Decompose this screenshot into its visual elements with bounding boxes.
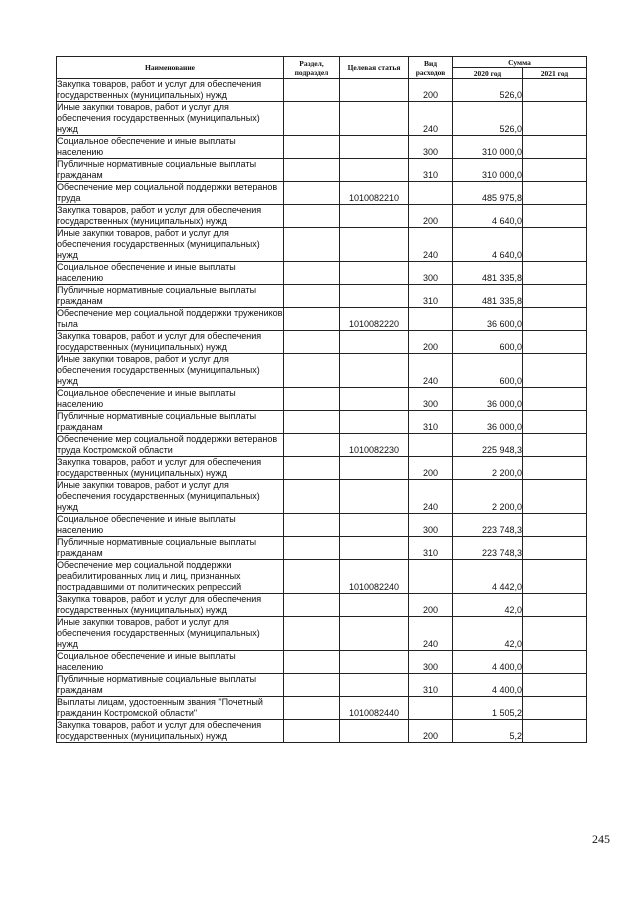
cell-exp-type [409, 560, 453, 594]
col-header-year-2021: 2021 год [523, 68, 587, 79]
cell-sum-2021 [523, 388, 587, 411]
table-row [57, 480, 587, 514]
cell-target: 1010082240 [340, 560, 409, 594]
cell-sum-2021 [523, 79, 587, 102]
cell-sum-2021 [523, 228, 587, 262]
cell-sum-2021 [523, 159, 587, 182]
col-header-target: Целевая статья [340, 57, 409, 79]
cell-exp-type: 200 [409, 457, 453, 480]
cell-section [284, 560, 340, 594]
cell-section [284, 262, 340, 285]
cell-target [340, 514, 409, 537]
cell-sum-2021 [523, 594, 587, 617]
cell-exp-type: 200 [409, 594, 453, 617]
cell-target [340, 388, 409, 411]
cell-name: Выплаты лицам, удостоенным звания "Почетный гражданин Костромской области" [57, 697, 284, 720]
cell-sum-2021 [523, 331, 587, 354]
cell-name: Иные закупки товаров, работ и услуг для обеспечения государственных (муниципальных) нужд [57, 480, 284, 514]
cell-exp-type: 240 [409, 102, 453, 136]
table-row [57, 514, 587, 537]
cell-sum-2020: 310 000,0 [453, 159, 523, 182]
cell-name: Социальное обеспечение и иные выплаты населению [57, 262, 284, 285]
cell-sum-2021 [523, 285, 587, 308]
cell-exp-type: 310 [409, 159, 453, 182]
cell-exp-type: 200 [409, 720, 453, 743]
cell-exp-type: 240 [409, 480, 453, 514]
cell-exp-type: 200 [409, 205, 453, 228]
cell-sum-2021 [523, 720, 587, 743]
cell-sum-2020: 526,0 [453, 102, 523, 136]
cell-name: Иные закупки товаров, работ и услуг для обеспечения государственных (муниципальных) нужд [57, 617, 284, 651]
table-row [57, 331, 587, 354]
cell-section [284, 457, 340, 480]
cell-section [284, 537, 340, 560]
cell-target [340, 457, 409, 480]
cell-name: Обеспечение мер социальной поддержки ветеранов труда Костромской области [57, 434, 284, 457]
cell-sum-2021 [523, 514, 587, 537]
cell-sum-2020: 36 000,0 [453, 388, 523, 411]
cell-exp-type: 300 [409, 136, 453, 159]
cell-target [340, 136, 409, 159]
col-header-name: Наименование [57, 57, 284, 79]
cell-sum-2020: 1 505,2 [453, 697, 523, 720]
cell-sum-2020: 600,0 [453, 354, 523, 388]
page-number: 245 [592, 832, 610, 846]
cell-exp-type: 310 [409, 537, 453, 560]
cell-sum-2021 [523, 434, 587, 457]
cell-section [284, 308, 340, 331]
cell-target [340, 594, 409, 617]
table-row [57, 537, 587, 560]
table-row [57, 720, 587, 743]
cell-sum-2021 [523, 182, 587, 205]
cell-target [340, 285, 409, 308]
table-row [57, 560, 587, 594]
cell-exp-type [409, 182, 453, 205]
table-row [57, 228, 587, 262]
cell-target [340, 411, 409, 434]
table-row [57, 308, 587, 331]
cell-sum-2020: 42,0 [453, 594, 523, 617]
cell-sum-2020: 4 400,0 [453, 674, 523, 697]
cell-section [284, 617, 340, 651]
cell-section [284, 697, 340, 720]
cell-name: Публичные нормативные социальные выплаты гражданам [57, 537, 284, 560]
table-row [57, 434, 587, 457]
cell-section [284, 79, 340, 102]
cell-exp-type: 310 [409, 674, 453, 697]
table-row [57, 79, 587, 102]
table-row [57, 388, 587, 411]
cell-section [284, 182, 340, 205]
cell-target [340, 720, 409, 743]
cell-exp-type: 300 [409, 262, 453, 285]
cell-exp-type: 300 [409, 651, 453, 674]
cell-name: Закупка товаров, работ и услуг для обеспечения государственных (муниципальных) нужд [57, 205, 284, 228]
cell-sum-2020: 2 200,0 [453, 480, 523, 514]
cell-sum-2021 [523, 262, 587, 285]
cell-sum-2021 [523, 205, 587, 228]
cell-sum-2020: 526,0 [453, 79, 523, 102]
table-row [57, 411, 587, 434]
cell-section [284, 651, 340, 674]
cell-name: Социальное обеспечение и иные выплаты населению [57, 514, 284, 537]
cell-sum-2020: 223 748,3 [453, 514, 523, 537]
cell-sum-2020: 4 400,0 [453, 651, 523, 674]
table-row [57, 159, 587, 182]
cell-section [284, 514, 340, 537]
cell-name: Иные закупки товаров, работ и услуг для обеспечения государственных (муниципальных) нужд [57, 354, 284, 388]
cell-target [340, 228, 409, 262]
col-header-year-2020: 2020 год [453, 68, 523, 79]
cell-sum-2021 [523, 674, 587, 697]
cell-section [284, 411, 340, 434]
cell-sum-2020: 310 000,0 [453, 136, 523, 159]
cell-sum-2020: 4 640,0 [453, 228, 523, 262]
cell-section [284, 354, 340, 388]
cell-sum-2021 [523, 617, 587, 651]
table-row [57, 594, 587, 617]
cell-target [340, 651, 409, 674]
cell-target: 1010082230 [340, 434, 409, 457]
cell-section [284, 228, 340, 262]
col-header-sum: Сумма [453, 57, 587, 68]
cell-name: Социальное обеспечение и иные выплаты населению [57, 651, 284, 674]
cell-sum-2020: 481 335,8 [453, 285, 523, 308]
cell-exp-type: 240 [409, 354, 453, 388]
cell-sum-2021 [523, 537, 587, 560]
cell-target [340, 262, 409, 285]
cell-sum-2020: 36 000,0 [453, 411, 523, 434]
cell-section [284, 205, 340, 228]
cell-target: 1010082440 [340, 697, 409, 720]
table-body [57, 79, 587, 743]
cell-sum-2020: 4 640,0 [453, 205, 523, 228]
cell-section [284, 434, 340, 457]
cell-sum-2021 [523, 102, 587, 136]
cell-sum-2020: 481 335,8 [453, 262, 523, 285]
cell-target [340, 354, 409, 388]
cell-sum-2021 [523, 411, 587, 434]
table-row [57, 102, 587, 136]
table-row [57, 136, 587, 159]
cell-sum-2021 [523, 354, 587, 388]
budget-table [56, 56, 587, 743]
cell-exp-type: 200 [409, 79, 453, 102]
cell-section [284, 159, 340, 182]
cell-target: 1010082210 [340, 182, 409, 205]
cell-exp-type [409, 308, 453, 331]
table-row [57, 697, 587, 720]
cell-sum-2021 [523, 457, 587, 480]
cell-exp-type [409, 697, 453, 720]
cell-target: 1010082220 [340, 308, 409, 331]
cell-name: Публичные нормативные социальные выплаты гражданам [57, 159, 284, 182]
cell-name: Закупка товаров, работ и услуг для обеспечения государственных (муниципальных) нужд [57, 457, 284, 480]
cell-sum-2020: 223 748,3 [453, 537, 523, 560]
cell-exp-type: 240 [409, 617, 453, 651]
cell-target [340, 159, 409, 182]
cell-name: Закупка товаров, работ и услуг для обеспечения государственных (муниципальных) нужд [57, 594, 284, 617]
table-row [57, 285, 587, 308]
cell-sum-2020: 225 948,3 [453, 434, 523, 457]
cell-name: Социальное обеспечение и иные выплаты населению [57, 136, 284, 159]
table-header [57, 57, 587, 79]
cell-sum-2021 [523, 308, 587, 331]
cell-name: Обеспечение мер социальной поддержки ветеранов труда [57, 182, 284, 205]
cell-section [284, 102, 340, 136]
cell-section [284, 285, 340, 308]
cell-name: Закупка товаров, работ и услуг для обеспечения государственных (муниципальных) нужд [57, 720, 284, 743]
col-header-section: Раздел, подраздел [284, 57, 340, 79]
cell-section [284, 388, 340, 411]
cell-name: Иные закупки товаров, работ и услуг для обеспечения государственных (муниципальных) нужд [57, 228, 284, 262]
cell-sum-2021 [523, 480, 587, 514]
cell-target [340, 102, 409, 136]
cell-sum-2020: 485 975,8 [453, 182, 523, 205]
cell-sum-2021 [523, 651, 587, 674]
cell-name: Публичные нормативные социальные выплаты гражданам [57, 285, 284, 308]
cell-name: Социальное обеспечение и иные выплаты населению [57, 388, 284, 411]
table-row [57, 457, 587, 480]
cell-section [284, 331, 340, 354]
cell-exp-type [409, 434, 453, 457]
cell-sum-2020: 2 200,0 [453, 457, 523, 480]
cell-exp-type: 300 [409, 514, 453, 537]
cell-target [340, 674, 409, 697]
cell-sum-2020: 5,2 [453, 720, 523, 743]
table-row [57, 205, 587, 228]
cell-exp-type: 200 [409, 331, 453, 354]
cell-section [284, 480, 340, 514]
table-row [57, 262, 587, 285]
cell-sum-2021 [523, 136, 587, 159]
cell-target [340, 205, 409, 228]
cell-target [340, 480, 409, 514]
cell-name: Иные закупки товаров, работ и услуг для обеспечения государственных (муниципальных) нужд [57, 102, 284, 136]
cell-section [284, 136, 340, 159]
table-row [57, 651, 587, 674]
cell-name: Публичные нормативные социальные выплаты гражданам [57, 674, 284, 697]
table-row [57, 182, 587, 205]
cell-exp-type: 240 [409, 228, 453, 262]
cell-sum-2021 [523, 697, 587, 720]
cell-sum-2021 [523, 560, 587, 594]
cell-section [284, 720, 340, 743]
table-row [57, 354, 587, 388]
cell-name: Закупка товаров, работ и услуг для обеспечения государственных (муниципальных) нужд [57, 79, 284, 102]
cell-sum-2020: 4 442,0 [453, 560, 523, 594]
cell-sum-2020: 36 600,0 [453, 308, 523, 331]
table-row [57, 674, 587, 697]
cell-target [340, 617, 409, 651]
cell-sum-2020: 42,0 [453, 617, 523, 651]
cell-sum-2020: 600,0 [453, 331, 523, 354]
cell-target [340, 79, 409, 102]
cell-target [340, 537, 409, 560]
col-header-exp-type: Вид расходов [409, 57, 453, 79]
cell-section [284, 594, 340, 617]
cell-exp-type: 310 [409, 285, 453, 308]
cell-exp-type: 300 [409, 388, 453, 411]
cell-name: Публичные нормативные социальные выплаты гражданам [57, 411, 284, 434]
cell-name: Закупка товаров, работ и услуг для обеспечения государственных (муниципальных) нужд [57, 331, 284, 354]
cell-exp-type: 310 [409, 411, 453, 434]
cell-name: Обеспечение мер социальной поддержки реабилитированных лиц и лиц, признанных пострадавшими от политических репрессий [57, 560, 284, 594]
cell-target [340, 331, 409, 354]
cell-name: Обеспечение мер социальной поддержки тружеников тыла [57, 308, 283, 329]
cell-section [284, 674, 340, 697]
table-row [57, 617, 587, 651]
